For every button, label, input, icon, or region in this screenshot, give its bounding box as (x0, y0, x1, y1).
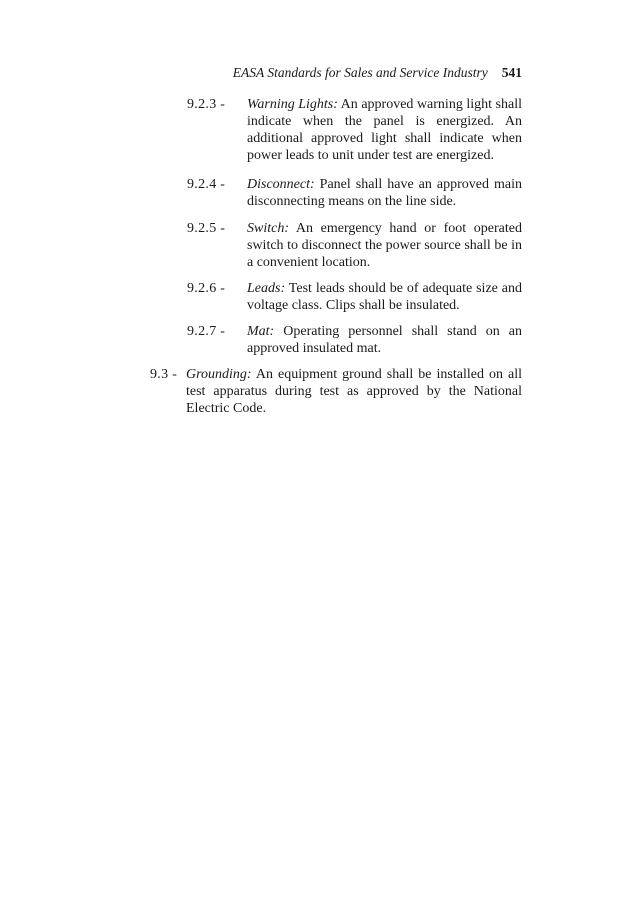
section-number: 9.2.4 - (187, 177, 226, 192)
section-body (247, 280, 522, 314)
section-term: Switch: (247, 221, 289, 236)
section-body (247, 323, 522, 357)
section-text: An emergency hand or foot operated switch to disconnect the power source shall be in a convenient location. (247, 221, 522, 270)
section-term: Leads: (247, 281, 286, 296)
section-text: An approved warning light shall indicate when the panel is energized. An additional approved light shall indicate when power leads to unit under test are energized. (247, 97, 522, 163)
section-term: Mat: (247, 324, 275, 339)
section-body (247, 176, 522, 210)
section-number: 9.2.7 - (187, 324, 226, 339)
section-number: 9.2.5 - (187, 221, 226, 236)
section-9-2-3 (187, 96, 522, 164)
section-term: Warning Lights: (247, 97, 338, 112)
section-body (247, 96, 522, 164)
section-body (186, 366, 522, 417)
section-9-3 (150, 366, 522, 417)
section-text: Operating personnel shall stand on an approved insulated mat. (247, 324, 522, 356)
section-text: Test leads should be of adequate size and voltage class. Clips shall be insulated. (247, 281, 522, 313)
section-number: 9.2.6 - (187, 281, 226, 296)
section-number: 9.2.3 - (187, 97, 226, 112)
section-9-2-4 (187, 176, 522, 210)
section-9-2-6 (187, 280, 522, 314)
section-body (247, 220, 522, 271)
running-header (150, 64, 522, 82)
page-number: 541 (501, 65, 522, 80)
section-term: Disconnect: (247, 177, 315, 192)
section-9-2-5 (187, 220, 522, 271)
section-term: Grounding: (186, 367, 252, 382)
section-number: 9.3 - (150, 367, 178, 382)
section-9-2-7 (187, 323, 522, 357)
running-header-title: EASA Standards for Sales and Service Industry (232, 65, 488, 80)
section-text: Panel shall have an approved main disconnecting means on the line side. (247, 177, 522, 209)
section-text: An equipment ground shall be installed on all test apparatus during test as approved by the National Electric Code. (186, 367, 522, 416)
